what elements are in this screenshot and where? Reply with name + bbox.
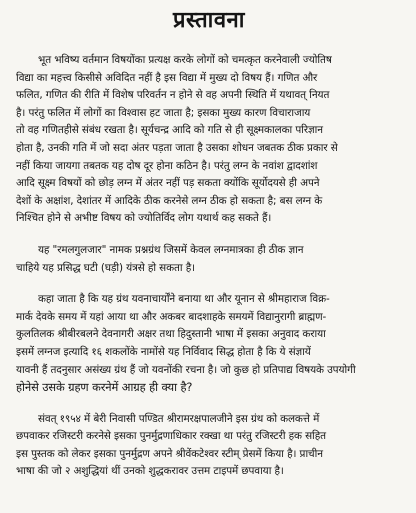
text-line: आदि सूक्ष्म विषयों को छोड़ लग्न में अंतर नहीं पड़ सकता क्योंकि सूर्योदयसे ही अपने [16,177,320,190]
paragraph-publication [16,411,402,481]
text-line: इस पुस्तक को लेकर इसका पुनर्मुद्रण अपने श्रीवेंकटेश्वर स्टीम् प्रेसमें किया है। प्राचीन [16,447,323,460]
text-line: भूत भविष्य वर्तमान विषयोंका प्रत्यक्ष करके लोगों को चमत्कृत करनेवाली ज्योतिष [38,54,332,66]
text-line: विद्या का महत्त्व किसीसे अविदित नहीं है इस विद्या में मुख्य दो विषय हैं। गणित और [16,71,318,84]
text-line: कुलतिलक श्रीबीरबलने देवनागरी अक्षर तथा हिदुस्तानी भाषा में इसका अनुवाद कराया [16,328,326,341]
text-line: देशों के अक्षांश, देशांतर में आदिके ठीक करनेसे लग्न ठीक हो सकता है; बस लग्न के [16,194,323,207]
text-line: छपवाकर रजिस्टरी करनेसे इसका पुनर्मुद्रणाधिकार रक्खा था परंतु रजिस्टरी हक सहित [16,430,326,443]
paragraph-ramal-gulzar [16,242,402,277]
text-line: कहा जाता है कि यह ग्रंथ यवनाचार्योंने बनाया था और यूनान से श्रीमहाराज विक्र- [38,293,330,306]
page-title: प्रस्तावना [173,8,245,33]
text-line: चाहिये यह प्रसिद्ध घटी (घड़ी) यंत्रसे हो सकता है। [16,261,195,274]
text-line: होनेसे उसके ग्रहण करनेमें आग्रह ही क्या है? [16,380,193,395]
text-line: यह "रमलगुलजार" नामक प्रश्नग्रंथ जिसमें केवल लग्नमात्रका ही ठीक ज्ञान [38,243,304,256]
text-line: होता है, उनकी गति में जो सदा अंतर पड़ता जाता है उसका शोधन जबतक ठीक प्रकार से [16,141,338,154]
text-line: फलित, गणित की रीति में विशेष परिवर्तन न होने से वह अपनी स्थिति में यथावत् नियत [16,89,330,102]
text-line: निश्चित होने से अभीष्ट विषय को ज्योतिर्विद लोग यथार्थ कह सकते हैं। [16,212,272,225]
text-line: भाषा की जो २ अशुद्धियां थीं उनको शुद्धकरावर उत्तम टाइपमें छपवाया है। [16,465,284,478]
text-line: है। परंतु फलित में लोगों का विश्वास हट जाता है; इसका मुख्य कारण विचाराजाय [16,106,311,119]
paragraph-intro [16,52,402,228]
text-line: मार्क देवके समय में यहां आया था और अकबर बादशाहके समयमें विद्यानुरागी ब्राह्मण- [16,310,327,323]
text-line: यावनी हैं तदनुसार असंख्य ग्रंथ हैं जो यवनोंकी रचना है। जो कुछ हो प्रतिपाद्य विषयके उपयोगी [16,363,356,376]
paragraph-history [16,291,402,397]
text-line: तो वह गणितहीसे संबंध रखता है। सूर्यचन्द्र आदि को गति से ही सूक्ष्मकालका परिज्ञान [16,124,323,137]
text-line: संवत् १९५४ में बेरी निवासी पण्डित श्रीरामरक्षपालजीने इस ग्रंथ को कलकत्ते में [38,412,320,425]
text-line: नहीं किया जायगा तबतक यह दोष दूर होना कठिन है। परंतु लग्न के नवांश द्वादशांश [16,159,318,172]
text-line: इसमें लग्नज इत्यादि १६ शकलोंके नामोंसे यह निर्विवाद सिद्ध होता है कि ये संज्ञायें [16,345,311,358]
